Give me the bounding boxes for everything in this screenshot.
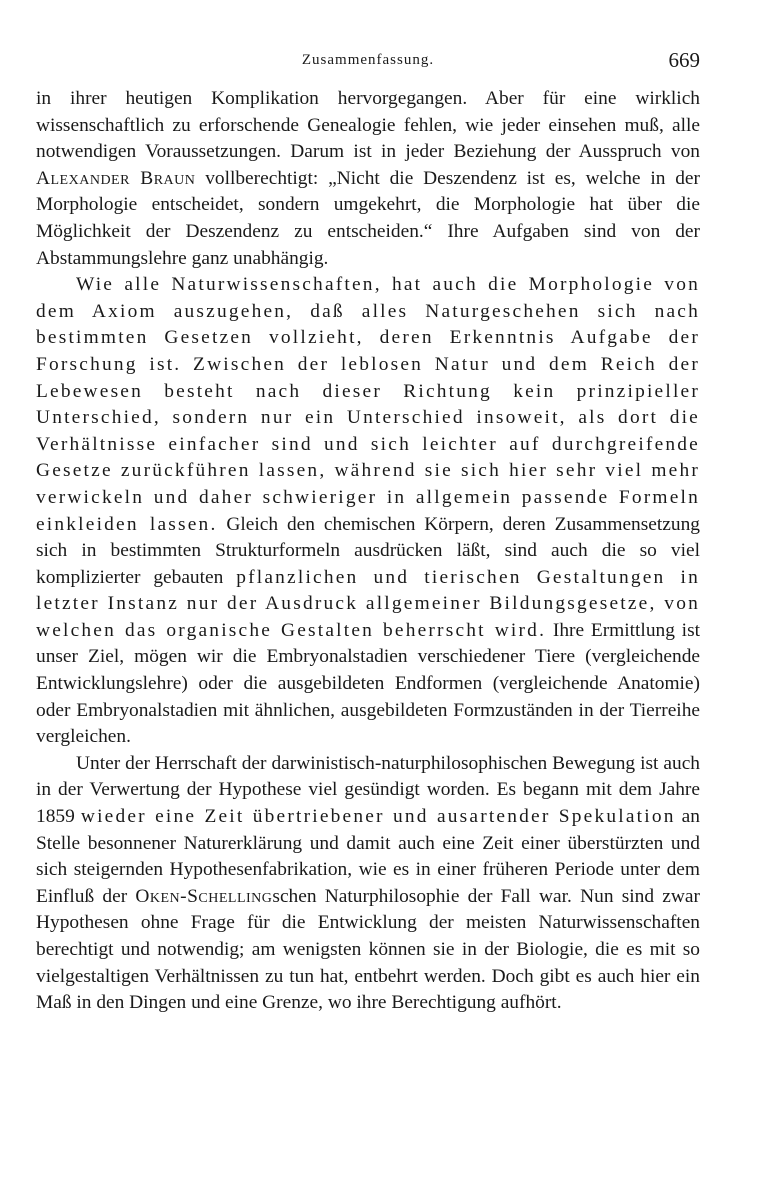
book-page xyxy=(36,46,700,1017)
emphasized-text: pflanzlichen und tierischen Gestaltungen in letzter Instanz nur der Ausdruck allgemeiner Bildungsgesetze, von welchen das organische Gestalten beherrscht wird. xyxy=(36,566,700,641)
running-title: Zusammenfassung. xyxy=(301,52,435,68)
text-segment: vollberechtigt: „Nicht die Deszendenz ist es, welche in der Morphologie entscheidet, sondern umgekehrt, die Morphologie hat über die Möglichkeit der Deszendenz zu entscheiden.“ Ihre Aufgaben sind von der Abstammungslehre ganz unabhängig. xyxy=(36,167,700,269)
author-name-oken-schelling: Oken-Schelling xyxy=(135,885,273,907)
text-segment: Ihre Ermittlung ist unser Ziel, mögen wir die Embryonalstadien verschiedener Tiere (vergleichende Entwicklungslehre) oder die ausgebildeten Endformen (vergleichende Anatomie) oder Embryonalstadien mit ähnlichen, ausgebildeten Formzuständen in der Tierreihe vergleichen. xyxy=(36,619,700,748)
text-segment: Unter der Herrschaft der darwinistisch-naturphilosophischen Bewegung ist auch in der Verwertung der Hypothese viel gesündigt worden. Es begann mit dem Jahre 1859 xyxy=(36,752,700,828)
text-segment: in ihrer heutigen Komplikation hervorgegangen. Aber für eine wirklich wissenschaftlich zu erforschende Genealogie fehlen, wie jeder einsehen muß, alle notwendigen Voraussetzungen. Darum ist in jeder Beziehung der Ausspruch von xyxy=(36,88,700,163)
text-segment: schen Naturphilosophie der Fall war. Nun sind zwar Hypothesen ohne Frage für die Entwicklung der meisten Naturwissenschaften berechtigt und notwendig; am wenigsten können sie in der Biologie, die es mit so vielgestaltigen Verhältnissen zu tun hat, entbehrt werden. Doch gibt es auch hier ein Maß in den Dingen und eine Grenze, wo ihre Berechtigung aufhört. xyxy=(36,885,700,1014)
emphasized-text: Wie alle Naturwissenschaften, hat auch die Morphologie von dem Axiom auszugehen, daß alles Naturgeschehen sich nach bestimmten Gesetzen vollzieht, deren Erkenntnis Aufgabe der Forschung ist. Zwischen der leblosen Natur und dem Reich der Lebewesen besteht nach dieser Richtung kein prinzipieller Unterschied, sondern nur ein Unterschied insoweit, als dort die Verhältnisse einfacher sind und sich leichter auf durchgreifende Gesetze zurückführen lassen, während sie sich hier sehr viel mehr verwickeln und daher schwieriger in allgemein passende Formeln einkleiden lassen. xyxy=(36,274,700,535)
paragraph-2 xyxy=(36,272,700,751)
page-number: 669 xyxy=(668,48,700,72)
body-text xyxy=(36,86,700,1017)
text-segment: Gleich den chemischen Körpern, deren Zusammensetzung sich in bestimmten Strukturformeln ausdrücken läßt, sind auch die so viel komplizierter gebauten xyxy=(36,513,700,588)
paragraph-1 xyxy=(36,86,700,272)
running-header xyxy=(36,46,700,86)
emphasized-text: wieder eine Zeit übertriebener und ausartender Spekulation xyxy=(80,806,676,828)
author-name-braun: Alexander Braun xyxy=(36,167,196,189)
text-segment: an Stelle besonnener Naturerklärung und damit auch eine Zeit einer überstürzten und sich steigernden Hypothesenfabrikation, wie es in einer früheren Periode unter dem Einfluß der xyxy=(36,806,700,907)
paragraph-3 xyxy=(36,751,700,1017)
